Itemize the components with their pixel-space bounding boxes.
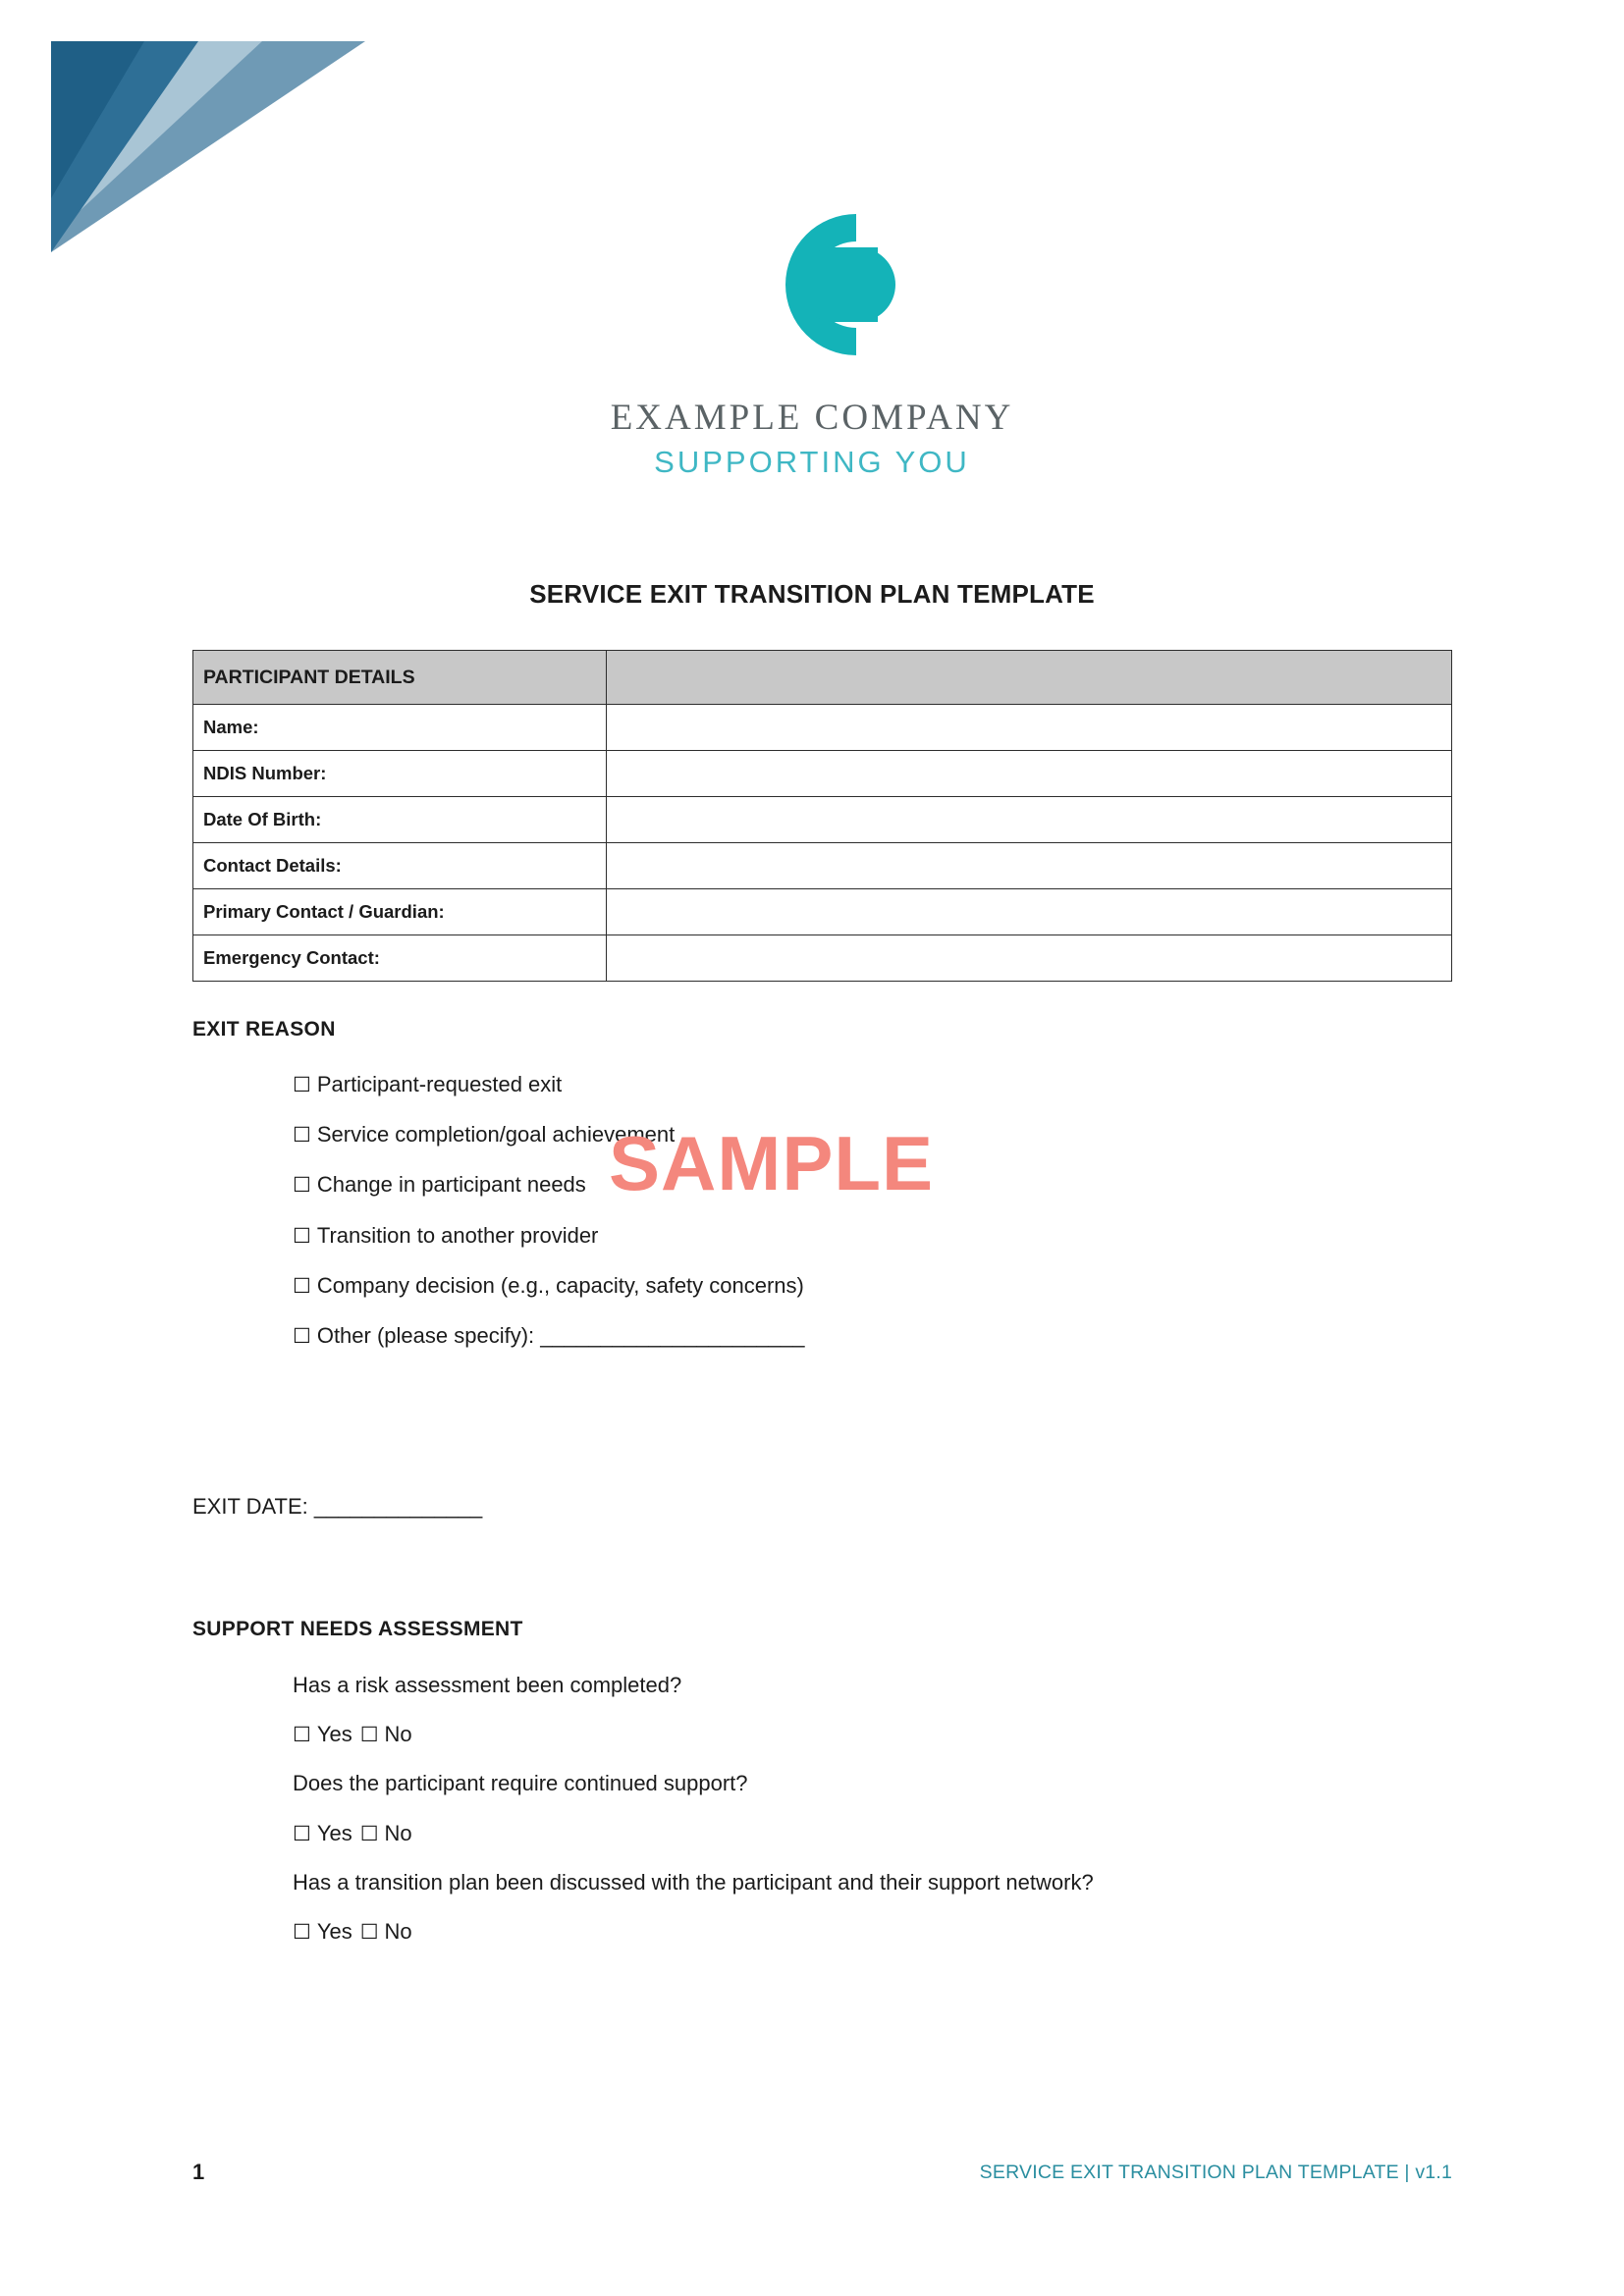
checkbox-icon[interactable]: ☐ [293,1174,311,1198]
participant-details-header: PARTICIPANT DETAILS [193,651,607,705]
no-label: No [384,1722,412,1747]
option-label: Transition to another provider [316,1222,599,1248]
checkbox-icon[interactable]: ☐ [293,1324,311,1348]
exit-reason-option-service-completion[interactable] [293,1123,1471,1147]
brand-logo-block [0,187,1624,480]
exit-reason-option-company-decision[interactable] [293,1274,1471,1298]
table-row [193,889,1452,935]
table-header-row [193,651,1452,705]
table-row [193,935,1452,982]
option-label: Change in participant needs [316,1172,586,1198]
exit-reason-heading: EXIT REASON [192,1018,336,1041]
no-label: No [384,1918,412,1944]
support-needs-heading: SUPPORT NEEDS ASSESSMENT [192,1618,523,1640]
question-continued-support: Does the participant require continued support? [293,1771,748,1796]
row-label-primary-contact: Primary Contact / Guardian: [193,889,607,935]
checkbox-icon[interactable]: ☐ [293,1224,311,1248]
yes-label: Yes [316,1918,352,1944]
row-label-ndis-number: NDIS Number: [193,751,607,797]
yes-no-row-continued-support[interactable] [293,1822,1520,1845]
table-row [193,843,1452,889]
table-row [193,751,1452,797]
checkbox-icon[interactable]: ☐ [293,1124,311,1148]
exit-reason-option-transition-provider[interactable] [293,1224,1471,1248]
exit-reason-option-change-in-needs[interactable] [293,1173,1471,1197]
checkbox-icon[interactable]: ☐ [359,1724,379,1747]
checkbox-icon[interactable]: ☐ [293,1724,311,1747]
footer-document-label [980,2162,1452,2184]
row-value-contact-details[interactable] [607,843,1452,889]
option-label: Participant-requested exit [316,1072,563,1096]
footer-doc-title: SERVICE EXIT TRANSITION PLAN TEMPLATE [979,2162,1399,2183]
row-label-date-of-birth: Date Of Birth: [193,797,607,843]
yes-label: Yes [316,1820,352,1845]
yes-label: Yes [316,1722,352,1747]
question-risk-assessment: Has a risk assessment been completed? [293,1673,682,1697]
row-value-name[interactable] [607,705,1452,751]
participant-details-table [192,650,1452,982]
row-value-date-of-birth[interactable] [607,797,1452,843]
table-row [193,705,1452,751]
row-label-contact-details: Contact Details: [193,843,607,889]
row-value-emergency-contact[interactable] [607,935,1452,982]
checkbox-icon[interactable]: ☐ [293,1822,311,1845]
option-label: Service completion/goal achievement [316,1122,676,1148]
table-row [193,797,1452,843]
option-label: Company decision (e.g., capacity, safety concerns) [316,1272,804,1298]
checkbox-icon[interactable]: ☐ [293,1274,311,1298]
sample-watermark: SAMPLE [609,1120,935,1206]
checkbox-icon[interactable]: ☐ [293,1920,311,1944]
footer-separator: | [1398,2162,1416,2183]
participant-details-header-blank [607,651,1452,705]
question-transition-plan-discussed: Has a transition plan been discussed with the participant and their support network? [293,1869,1094,1895]
checkbox-icon[interactable]: ☐ [359,1822,379,1845]
company-tagline: SUPPORTING YOU [654,445,970,479]
exit-reason-option-participant-requested[interactable] [293,1073,1471,1096]
exit-date-field[interactable]: EXIT DATE: ______________ [192,1494,483,1519]
footer-version: v1.1 [1415,2162,1452,2183]
exit-reason-option-other[interactable] [293,1324,1471,1348]
row-label-emergency-contact: Emergency Contact: [193,935,607,982]
checkbox-icon[interactable]: ☐ [293,1074,311,1096]
footer-page-number: 1 [192,2160,205,2184]
page-title: SERVICE EXIT TRANSITION PLAN TEMPLATE [529,579,1095,609]
row-label-name: Name: [193,705,607,751]
row-value-ndis-number[interactable] [607,751,1452,797]
exit-reason-options [293,1073,1471,1374]
support-needs-questions [293,1674,1520,1969]
yes-no-row-risk-assessment[interactable] [293,1723,1520,1746]
no-label: No [384,1820,412,1845]
row-value-primary-contact[interactable] [607,889,1452,935]
company-name: EXAMPLE COMPANY [610,398,1014,438]
yes-no-row-transition-plan-discussed[interactable] [293,1920,1520,1944]
option-label: Other (please specify): ______________________ [316,1322,805,1348]
swirl-logo-icon [709,187,915,383]
checkbox-icon[interactable]: ☐ [359,1920,379,1944]
